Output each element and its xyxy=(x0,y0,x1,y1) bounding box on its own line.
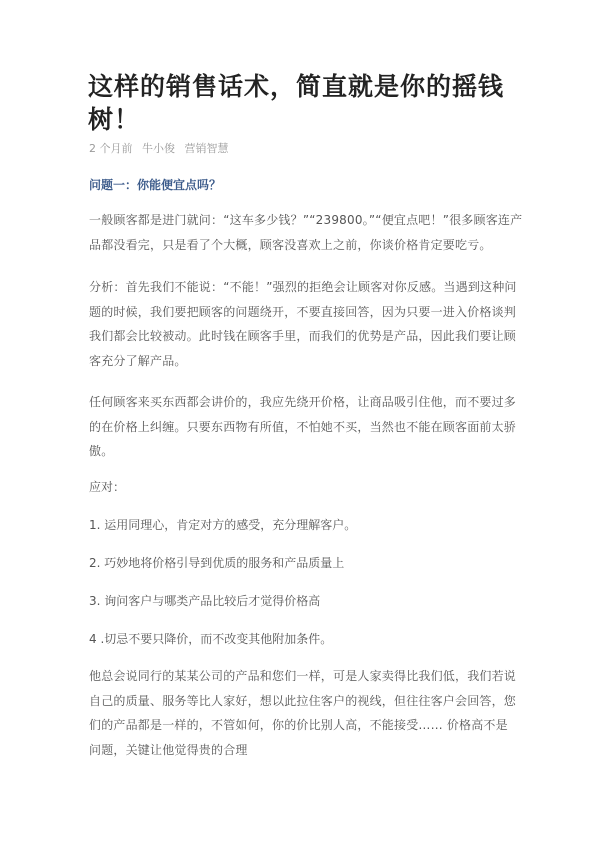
text-line: 傲。 xyxy=(89,444,114,458)
response-label: 应对： xyxy=(89,480,126,494)
text-line: 他总会说同行的某某公司的产品和您们一样，可是人家卖得比我们低，我们若说 xyxy=(89,669,517,683)
text-line: 的在价格上纠缠。只要东西物有所值，不怕她不买，当然也不能在顾客面前太骄 xyxy=(89,419,517,434)
list-item: 4 .切忌不要只降价，而不改变其他附加条件。 xyxy=(89,632,333,646)
paragraph-2 xyxy=(89,275,529,373)
paragraph-1 xyxy=(89,208,529,257)
text-line: 题的时候，我们要把顾客的问题绕开，不要直接回答，因为只要一进入价格谈判 xyxy=(89,304,517,319)
text-line: 自己的质量、服务等比人家好，想以此拉住客户的视线，但往往客户会回答，您 xyxy=(89,693,517,708)
text-line: 分析：首先我们不能说：“不能！”强烈的拒绝会让顾客对你反感。当遇到这种问 xyxy=(89,280,517,294)
list-item: 3. 询问客户与哪类产品比较后才觉得价格高 xyxy=(89,594,321,608)
text-line: 我们都会比较被动。此时钱在顾客手里，而我们的优势是产品，因此我们要让顾 xyxy=(89,329,517,343)
publish-time: 2 个月前 xyxy=(89,142,133,155)
paragraph-3 xyxy=(89,390,529,464)
article-title xyxy=(88,70,528,136)
list-item: 1. 运用同理心，肯定对方的感受，充分理解客户。 xyxy=(89,518,357,532)
author-link[interactable]: 牛小俊 xyxy=(142,142,175,155)
text-line: 任何顾客来买东西都会讲价的，我应先绕开价格，让商品吸引住他，而不要过多 xyxy=(89,395,517,409)
article-meta xyxy=(89,140,235,156)
text-line: 问题，关键让他觉得贵的合理 xyxy=(89,742,248,757)
title-line: 树！ xyxy=(88,105,141,134)
text-line: 客充分了解产品。 xyxy=(89,353,187,368)
list-item: 2. 巧妙地将价格引导到优质的服务和产品质量上 xyxy=(89,556,345,570)
category-link[interactable]: 营销智慧 xyxy=(184,142,229,155)
text-line: 一般顾客都是进门就问：“这车多少钱？”“239800。”“便宜点吧！”很多顾客连产 xyxy=(89,213,523,227)
text-line: 们的产品都是一样的，不管如何，你的价比别人高，不能接受…… 价格高不是 xyxy=(89,718,508,732)
paragraph-4 xyxy=(89,664,529,762)
section-heading: 问题一：你能便宜点吗？ xyxy=(89,178,222,192)
text-line: 品都没看完，只是看了个大概，顾客没喜欢上之前，你谈价格肯定要吃亏。 xyxy=(89,237,492,252)
title-line: 这样的销售话术，简直就是你的摇钱 xyxy=(88,72,505,101)
